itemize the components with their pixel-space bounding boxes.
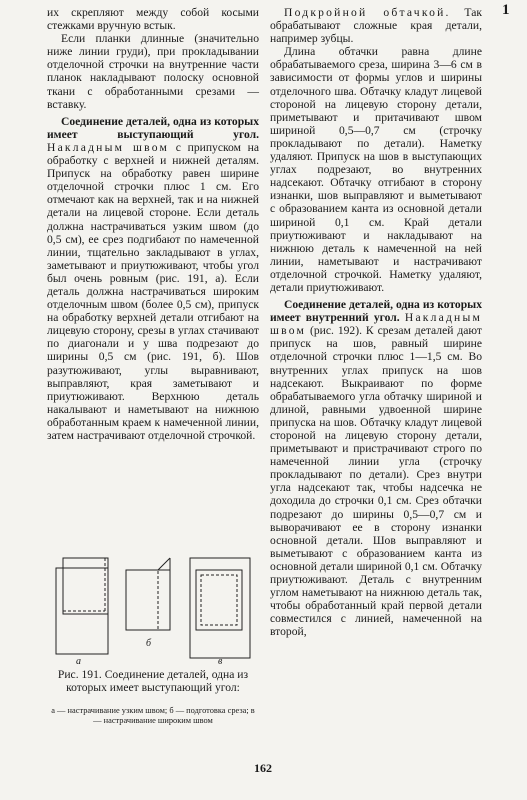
corner-mark: 1 [502,2,510,18]
left-para-2: Если планки длинные (значительно ниже линии груди), при прокладывании отделочной строчки на внутренние части планок накладывают полоску основной ткани с обработанными срезами — вставку. [47,32,259,111]
section-heading-inner-angle: Соединение деталей, одна из которых имеет внутренний угол. [270,298,482,325]
section-heading-protruding-angle: Соединение деталей, одна из которых имеет выступающий угол. [47,114,259,141]
figure-panel-a [56,558,108,654]
spaced-term-overlay-seam: Накладным швом [47,140,170,154]
spaced-term-overlay-seam-2: Накладным швом [270,311,482,338]
panel-label-c: в [218,656,223,666]
figure-panel-c [190,558,250,658]
right-para-2: Длина обтачки равна длине обрабатываемого среза, ширина 3—6 см в зависимости от формы углов и ширины отделочного шва. Обтачку кладут лицевой стороной на лицевую сторону детали, приметывают и притачивают швом шириной 0,5—0,7 см (строчку прокладывают по детали). Наметку удаляют. Припуск на шов в выступающих углах подрезают, во внутренних надсекают. Обтачку отгибают в сторону изнанки, шов выправляют и выметывают с образованием канта из основной детали шириной 0,1 см. Край детали приутюживают и накладывают на нижнюю деталь к намеченной на ней линии, наметывают и настрачивают отделочной строчкой. Наметку удаляют, детали приутюживают. [270,45,482,294]
panel-b-fabric [126,570,170,630]
panel-label-b: б [146,638,152,649]
panel-c-upper-fabric [196,570,242,630]
figure-legend: а — настрачивание узким швом; б — подготовка среза; в — настрачивание широким швом [51,706,255,725]
right-para-3-body: (рис. 192). К срезам деталей дают припуск на шов, равный ширине отделочной строчки плюс 1—1,5 см. Во внутренних углах припуск на шов надсекают. Выкраивают по форме обрабатываемого угла обтачку шириной и длиной, равными удвоенной ширине припуска на шов. Обтачку кладут лицевой стороной на лицевую сторону детали, приметывают и пристрачивают строго по намеченной линии угла (строчку прокладывают по детали). Срез внутри угла надсекают так, чтобы надсечка не доходила до строчки 0,1 см. Срез обтачки подрезают до ширины 0,5—0,7 см и выворачивают ее в сторону изнанки основной детали. Шов выправляют и выметывают с образованием канта из основной детали шириной 0,1 см. Обтачку приутюживают. Деталь с внутренним углом наметывают на нижнюю деталь так, чтобы обработанный край первой детали совместился с линией, намеченной на второй, [270,324,482,639]
panel-c-lower-fabric [190,558,250,658]
figure-191-diagram [50,540,260,666]
panel-c-stitch [201,575,237,625]
left-column [47,6,259,442]
figure-caption: Рис. 191. Соединение деталей, одна из которых имеет выступающий угол: [57,668,249,694]
panel-b-allowance [158,570,170,630]
panel-label-a: а [76,656,81,666]
right-para-1-body: Так обрабатывают сложные края детали, например зубцы. [270,6,482,46]
left-para-3-body: с припуском на обработку с верхней и нижней деталям. Припуск на обработку равен ширине отделочной строчки плюс 1 см. Его отмечают как на верхней, так и на нижней детали на лицевой стороне. Если деталь должна настрачиваться узким швом (до 0,5 см), ее срез подгибают по намеченной линии, тщательно закладывают в углах, заметывают и приутюживают, чтобы угол был очень ровным (рис. 191, а). Если деталь должна настрачиваться широким отделочным швом (более 0,5 см), припуск на обработку верхней детали отгибают на лицевую сторону, срезы в углах стачивают по диагонали и у шва подрезают до ширины 0,5 см (рис. 191, б). Шов разутюживают, углы выравнивают, выправляют, края заметывают и приутюживают. Верхнюю деталь накалывают и наметывают на нижнюю обработанным краем к намеченной линии, затем настрачивают отделочной строчкой. [47,140,260,442]
figure-panel-b [126,558,170,630]
spaced-term-cut-facing: Подкройной обтачкой. [284,6,451,19]
left-para-3 [47,115,259,442]
right-para-3 [270,298,482,638]
left-para-1: их скрепляют между собой косыми стежками вручную встык. [47,6,259,33]
right-para-1 [270,6,482,45]
right-column [270,6,482,639]
page-number: 162 [254,761,272,775]
panel-a-upper-fabric [63,558,108,614]
panel-b-diagonal-cut [158,558,170,570]
